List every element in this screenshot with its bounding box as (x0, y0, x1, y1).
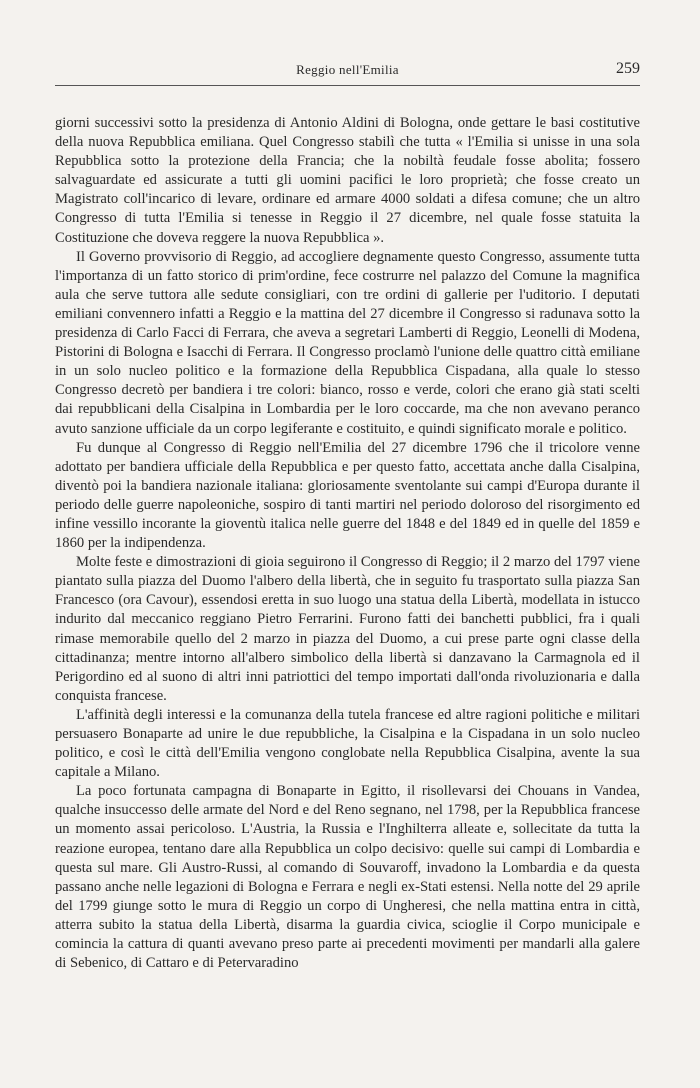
body-text (55, 114, 640, 973)
paragraph: La poco fortunata campagna di Bonaparte in Egitto, il risollevarsi dei Chouans in Vandea, qualche insuccesso delle armate del Nord e del Reno segnano, nel 1798, per la Repubblica francese un momento assai pericoloso. L'Austria, la Russia e l'Inghilterra alleate e, sollecitate da tutta la reazione europea, tentano dare alla Repubblica un colpo decisivo: quelle sui campi di Lombardia e questa sul mare. Gli Austro-Russi, al comando di Souvaroff, invadono la Lombardia e da questa passano anche nelle legazioni di Bologna e Ferrara e negli ex-Stati estensi. Nella notte del 29 aprile del 1799 giunge sotto le mura di Reggio un corpo di Ungheresi, che nella mattina entra in città, atterra subito la statua della Libertà, disarma la guardia civica, scioglie il Corpo municipale e comincia la cattura di quanti avevano preso parte ai precedenti movimenti per mandarli alla galere di Sebenico, di Cattaro e di Petervaradino (55, 783, 640, 972)
page-header (55, 58, 640, 88)
paragraph: Il Governo provvisorio di Reggio, ad accogliere degnamente questo Congresso, assumente tutta l'importanza di un fatto storico di prim'ordine, fece costrurre nel palazzo del Comune la magnifica aula che serve tuttora alle sedute consigliari, con tre ordini di gallerie per l'uditorio. I deputati emiliani convennero infatti a Reggio e la mattina del 27 dicembre il Congresso si radunava sotto la presidenza di Carlo Facci di Ferrara, che aveva a segretari Lamberti di Reggio, Leonelli di Modena, Pistorini di Bologna e Isacchi di Ferrara. Il Congresso proclamò l'unione delle quattro città emiliane in un solo nucleo politico e la formazione della Repubblica Cispadana, alla quale lo stesso Congresso decretò per bandiera i tre colori: bianco, rosso e verde, colori che erano già stati scelti dai repubblicani della Cisalpina in Lombardia per le loro coccarde, ma che non avevano peranco avuto sanzione ufficiale da un corpo legiferante e costituito, e quindi significato morale e politico. (55, 248, 640, 437)
paragraph: giorni successivi sotto la presidenza di Antonio Aldini di Bologna, onde gettare le basi costitutive della nuova Repubblica emiliana. Quel Congresso stabilì che tutta « l'Emilia si unisse in una sola Repubblica sotto la protezione della Francia; che la nobiltà feudale fosse abolita; fossero salvaguardate ed assicurate a tutti gli uomini pacifici le loro proprietà; che fosse creato un Magistrato coll'incarico di levare, ordinare ed armare 4000 soldati a difesa comune; che un altro Congresso di tutta l'Emilia si tenesse in Reggio il 27 dicembre, nel quale fosse statuita la Costituzione che doveva reggere la nuova Repubblica ». (55, 115, 640, 246)
page-number: 259 (616, 60, 640, 77)
paragraph: Fu dunque al Congresso di Reggio nell'Emilia del 27 dicembre 1796 che il tricolore venne adottato per bandiera ufficiale della Repubblica e per questo fatto, accettata anche dalla Cisalpina, diventò poi la bandiera nazionale italiana: gloriosamente sventolante sui campi d'Europa durante il periodo delle guerre napoleoniche, sospiro di tanti martiri nel periodo doloroso del risorgimento ed infine vessillo incorante la gioventù italica nelle guerre del 1848 e del 1849 ed in quelle del 1859 e 1860 per la indipendenza. (55, 439, 640, 552)
header-rule (55, 85, 640, 86)
paragraph: L'affinità degli interessi e la comunanza della tutela francese ed altre ragioni politiche e militari persuasero Bonaparte ad unire le due repubbliche, la Cisalpina e la Cispadana in un solo nucleo politico, e così le città dell'Emilia vengono conglobate nella Repubblica Cisalpina, avente la sua capitale a Milano. (55, 706, 640, 781)
running-title: Reggio nell'Emilia (296, 62, 399, 77)
paragraph: Molte feste e dimostrazioni di gioia seguirono il Congresso di Reggio; il 2 marzo del 1797 viene piantato sulla piazza del Duomo l'albero della libertà, che in seguito fu trasportato sulla piazza San Francesco (ora Cavour), essendosi eretta in suo luogo una statua della Libertà, modellata in istucco indurito dal meccanico reggiano Pietro Ferrarini. Furono fatti dei banchetti pubblici, fra i quali rimase memorabile quello del 2 marzo in piazza del Duomo, a cui prese parte ogni classe della cittadinanza; mentre intorno all'albero simbolico della libertà si danzavano la Carmagnola ed il Perigordino ed al suono di altri inni patriottici del tempo importati dall'onda rivoluzionaria e dalla conquista francese. (55, 554, 640, 704)
